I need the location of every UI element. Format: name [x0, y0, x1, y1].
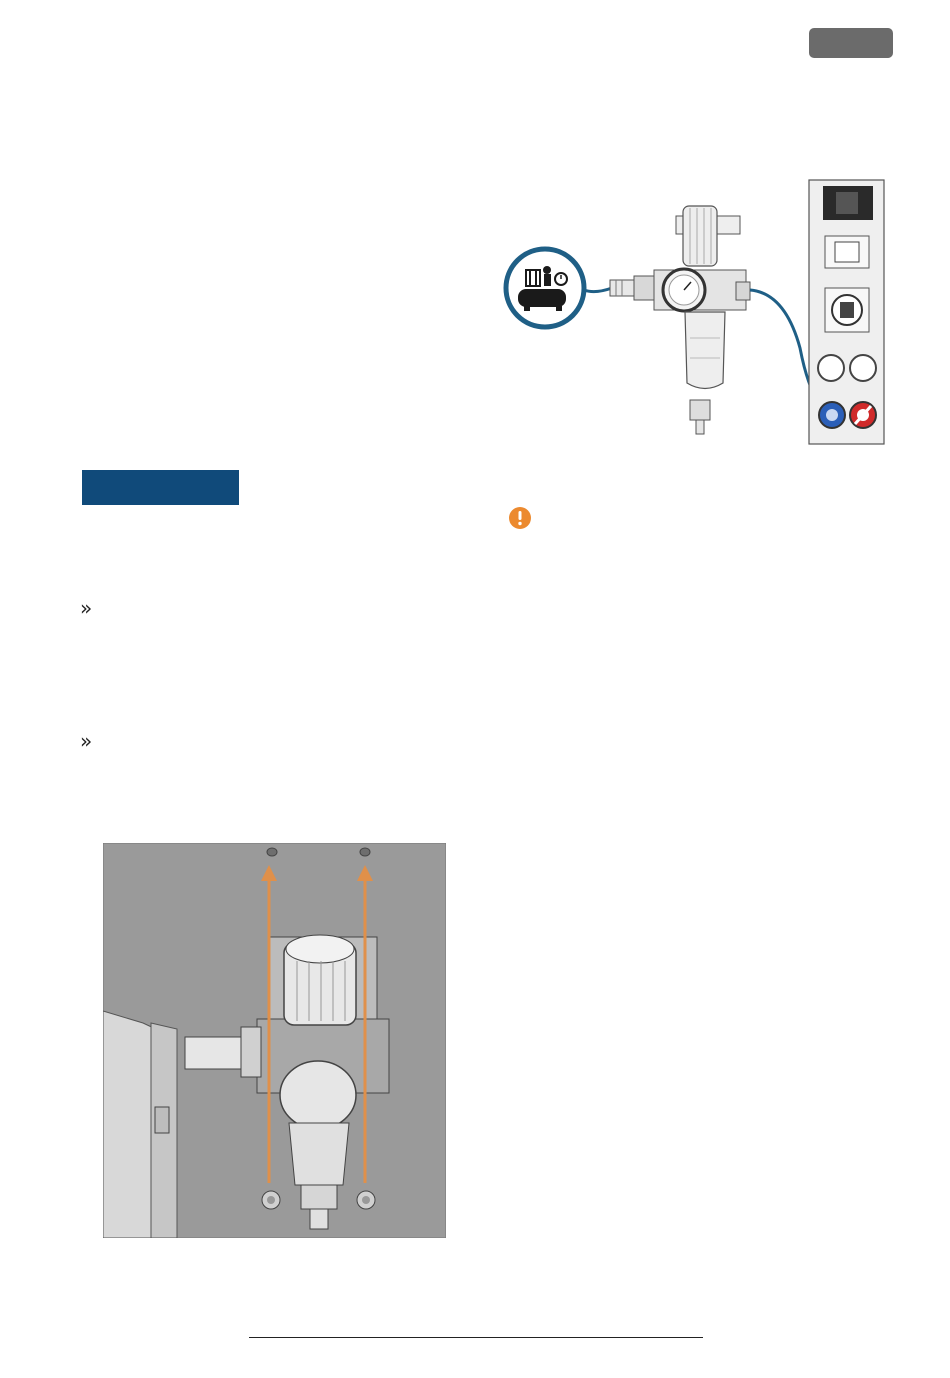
bullet-marker: » [80, 596, 93, 620]
compressor-icon [506, 249, 584, 327]
section-heading-bar [82, 470, 239, 505]
footer-rule [249, 1337, 703, 1338]
page-section-badge [809, 28, 893, 58]
air-regulator-connection-illustration [500, 178, 886, 446]
bullet-marker: » [80, 729, 93, 753]
regulator-mounting-illustration [103, 843, 446, 1238]
warning-circle-icon [508, 506, 532, 530]
